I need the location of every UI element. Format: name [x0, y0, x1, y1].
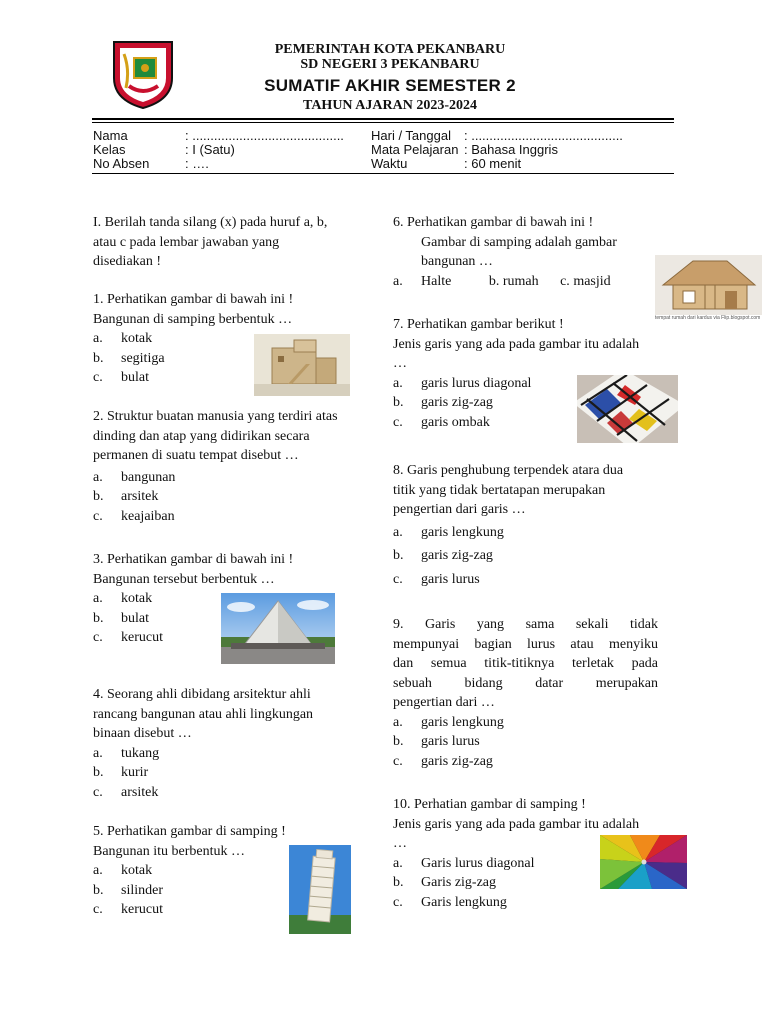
- question-text: 6. Perhatikan gambar di bawah ini !: [393, 215, 594, 230]
- question-6: [393, 213, 663, 291]
- option-letter: b.: [93, 489, 104, 504]
- option-text: Garis lurus diagonal: [421, 855, 535, 871]
- option-letter: b.: [393, 395, 404, 410]
- info-kelas-value: : I (Satu): [185, 142, 235, 157]
- exam-title: SUMATIF AKHIR SEMESTER 2: [264, 76, 516, 95]
- option-letter: c.: [560, 273, 570, 289]
- option-text: kurir: [121, 765, 149, 780]
- option-a[interactable]: [393, 523, 663, 543]
- option-text: segitiga: [121, 350, 165, 366]
- question-text: 9. Garis yang sama sekali tidak: [393, 617, 658, 632]
- option-letter: c.: [93, 902, 103, 917]
- option-b[interactable]: [393, 732, 658, 752]
- option-letter: c.: [93, 508, 103, 524]
- info-absen-value: : ….: [185, 156, 209, 171]
- option-letter: a.: [93, 745, 103, 761]
- option-a[interactable]: [93, 744, 368, 764]
- question-text: rancang bangunan atau ahli lingkungan: [93, 706, 314, 722]
- question-text: Bangunan tersebut berbentuk …: [93, 571, 275, 587]
- question-text: bangunan …: [421, 254, 493, 269]
- info-nama-value: : ..........................................: [185, 128, 344, 143]
- option-letter: c.: [393, 571, 403, 587]
- question-text: titik yang tidak bertatapan merupakan: [393, 482, 606, 498]
- option-text: garis lurus: [421, 734, 480, 749]
- info-hari-value: : ..........................................: [464, 128, 623, 143]
- option-b[interactable]: [93, 487, 368, 507]
- option-text: kotak: [121, 591, 153, 606]
- info-absen-label: No Absen: [93, 156, 150, 171]
- info-mapel-label: Mata Pelajaran: [371, 142, 459, 157]
- instruction-line: I. Berilah tanda silang (x) pada huruf a, b,: [93, 215, 328, 230]
- header-rule-thin: [92, 122, 674, 123]
- option-text: Halte: [421, 273, 452, 289]
- question-text: 10. Perhatian gambar di samping !: [393, 797, 586, 812]
- instruction: [93, 213, 368, 272]
- option-text: tukang: [121, 745, 160, 761]
- question-2: [93, 407, 368, 526]
- info-kelas-label: Kelas: [93, 142, 126, 157]
- option-text: arsitek: [121, 489, 159, 504]
- option-c[interactable]: [393, 893, 668, 913]
- option-a[interactable]: [93, 468, 368, 488]
- option-text: bulat: [121, 370, 149, 385]
- question-text: binaan disebut …: [93, 726, 192, 741]
- option-text: Garis zig-zag: [421, 875, 497, 890]
- instruction-line: atau c pada lembar jawaban yang: [93, 234, 280, 250]
- question-text: dan semua titik-titiknya terletak pada: [393, 656, 658, 671]
- options-row: [393, 272, 663, 292]
- question-text: 1. Perhatikan gambar di bawah ini !: [93, 292, 294, 307]
- house-image: [655, 255, 762, 315]
- option-letter: c.: [393, 753, 403, 769]
- pyramid-building-image: [221, 593, 335, 664]
- leaning-tower-image: [289, 845, 351, 934]
- info-rule: [92, 173, 674, 174]
- option-text: keajaiban: [121, 508, 175, 524]
- option-b[interactable]: [393, 546, 663, 566]
- gov-title: PEMERINTAH KOTA PEKANBARU: [274, 42, 506, 57]
- option-text: kotak: [121, 863, 153, 878]
- info-mapel-value: : Bahasa Inggris: [464, 142, 558, 157]
- option-a[interactable]: [393, 274, 451, 289]
- school-year: TAHUN AJARAN 2023-2024: [303, 98, 477, 113]
- question-text: Bangunan di samping berbentuk …: [93, 311, 293, 327]
- option-c[interactable]: [93, 507, 368, 527]
- question-text: 4. Seorang ahli dibidang arsitektur ahli: [93, 687, 311, 702]
- option-text: garis lurus: [421, 571, 480, 587]
- question-text: permanen di suatu tempat disebut …: [93, 448, 299, 463]
- question-text: Jenis garis yang ada pada gambar itu adalah: [393, 336, 640, 352]
- option-letter: b.: [393, 734, 404, 749]
- option-text: garis zig-zag: [421, 548, 493, 563]
- option-text: garis lengkung: [421, 524, 504, 540]
- option-letter: a.: [393, 375, 403, 391]
- option-letter: c.: [93, 370, 103, 385]
- option-text: rumah: [502, 273, 539, 289]
- option-text: kotak: [121, 331, 153, 346]
- option-letter: a.: [93, 469, 103, 485]
- option-c[interactable]: [393, 570, 663, 590]
- option-text: Garis lengkung: [421, 894, 507, 910]
- option-letter: c.: [93, 784, 103, 800]
- option-letter: b.: [488, 273, 500, 289]
- option-b[interactable]: [489, 274, 539, 289]
- house-image-caption: tempat rumah dari kardus via Flip.blogspot.com: [655, 315, 761, 321]
- option-letter: c.: [393, 414, 403, 430]
- question-text: …: [393, 356, 407, 371]
- option-text: kerucut: [121, 902, 163, 917]
- option-text: garis ombak: [421, 414, 490, 430]
- option-text: arsitek: [121, 784, 159, 800]
- question-4: [93, 685, 368, 802]
- school-name: SD NEGERI 3 PEKANBARU: [300, 57, 480, 72]
- question-text: Gambar di samping adalah gambar: [421, 234, 617, 250]
- question-text: Bangunan itu berbentuk …: [93, 843, 246, 859]
- question-text: 5. Perhatikan gambar di samping !: [93, 824, 286, 839]
- option-letter: b.: [93, 882, 104, 898]
- option-text: bangunan: [121, 469, 176, 485]
- option-b[interactable]: [93, 763, 368, 783]
- question-text: Jenis garis yang ada pada gambar itu adalah: [393, 816, 640, 832]
- question-text: pengertian dari …: [393, 695, 495, 710]
- question-text: sebuah bidang datar merupakan: [393, 675, 658, 691]
- option-a[interactable]: [393, 713, 658, 733]
- box-building-image: [254, 334, 350, 396]
- option-letter: b.: [393, 548, 404, 563]
- option-letter: a.: [393, 714, 403, 730]
- header-rule-thick: [92, 118, 674, 120]
- option-letter: a.: [393, 524, 403, 540]
- option-c[interactable]: [93, 783, 368, 803]
- option-text: garis lurus diagonal: [421, 375, 532, 391]
- question-text: 2. Struktur buatan manusia yang terdiri atas: [93, 409, 338, 424]
- option-text: masjid: [573, 273, 611, 289]
- question-text: dinding dan atap yang didirikan secara: [93, 428, 310, 444]
- question-text: 3. Perhatikan gambar di bawah ini !: [93, 552, 294, 567]
- question-text: …: [393, 836, 407, 851]
- option-letter: a.: [393, 855, 403, 871]
- option-text: silinder: [121, 882, 163, 898]
- mondrian-painting-image: [577, 375, 678, 443]
- info-waktu-value: : 60 menit: [464, 156, 522, 171]
- option-letter: c.: [393, 894, 403, 910]
- option-letter: a.: [93, 591, 103, 606]
- option-letter: a.: [93, 331, 103, 346]
- option-text: bulat: [121, 610, 149, 626]
- umbrella-image: [600, 835, 687, 889]
- option-text: garis zig-zag: [421, 395, 493, 410]
- option-text: garis zig-zag: [421, 753, 493, 769]
- option-letter: a.: [93, 863, 103, 878]
- option-letter: b.: [93, 765, 104, 780]
- info-waktu-label: Waktu: [371, 156, 408, 171]
- info-hari-label: Hari / Tanggal: [371, 128, 451, 143]
- instruction-line: disediakan !: [93, 254, 162, 269]
- question-text: 7. Perhatikan gambar berikut !: [393, 317, 564, 332]
- question-text: mempunyai bagian lurus atau menyiku: [393, 636, 658, 652]
- option-text: garis lengkung: [421, 714, 504, 730]
- option-letter: b.: [93, 350, 104, 366]
- question-text: pengertian dari garis …: [393, 502, 526, 517]
- option-letter: b.: [93, 610, 104, 626]
- option-letter: b.: [393, 875, 404, 890]
- option-letter: a.: [393, 273, 403, 289]
- question-9: [393, 615, 658, 771]
- option-c[interactable]: [560, 274, 611, 289]
- option-c[interactable]: [393, 752, 658, 772]
- info-nama-label: Nama: [93, 128, 128, 143]
- option-text: kerucut: [121, 630, 163, 645]
- question-8: [393, 461, 663, 589]
- question-text: 8. Garis penghubung terpendek atara dua: [393, 463, 624, 478]
- option-letter: c.: [93, 630, 103, 645]
